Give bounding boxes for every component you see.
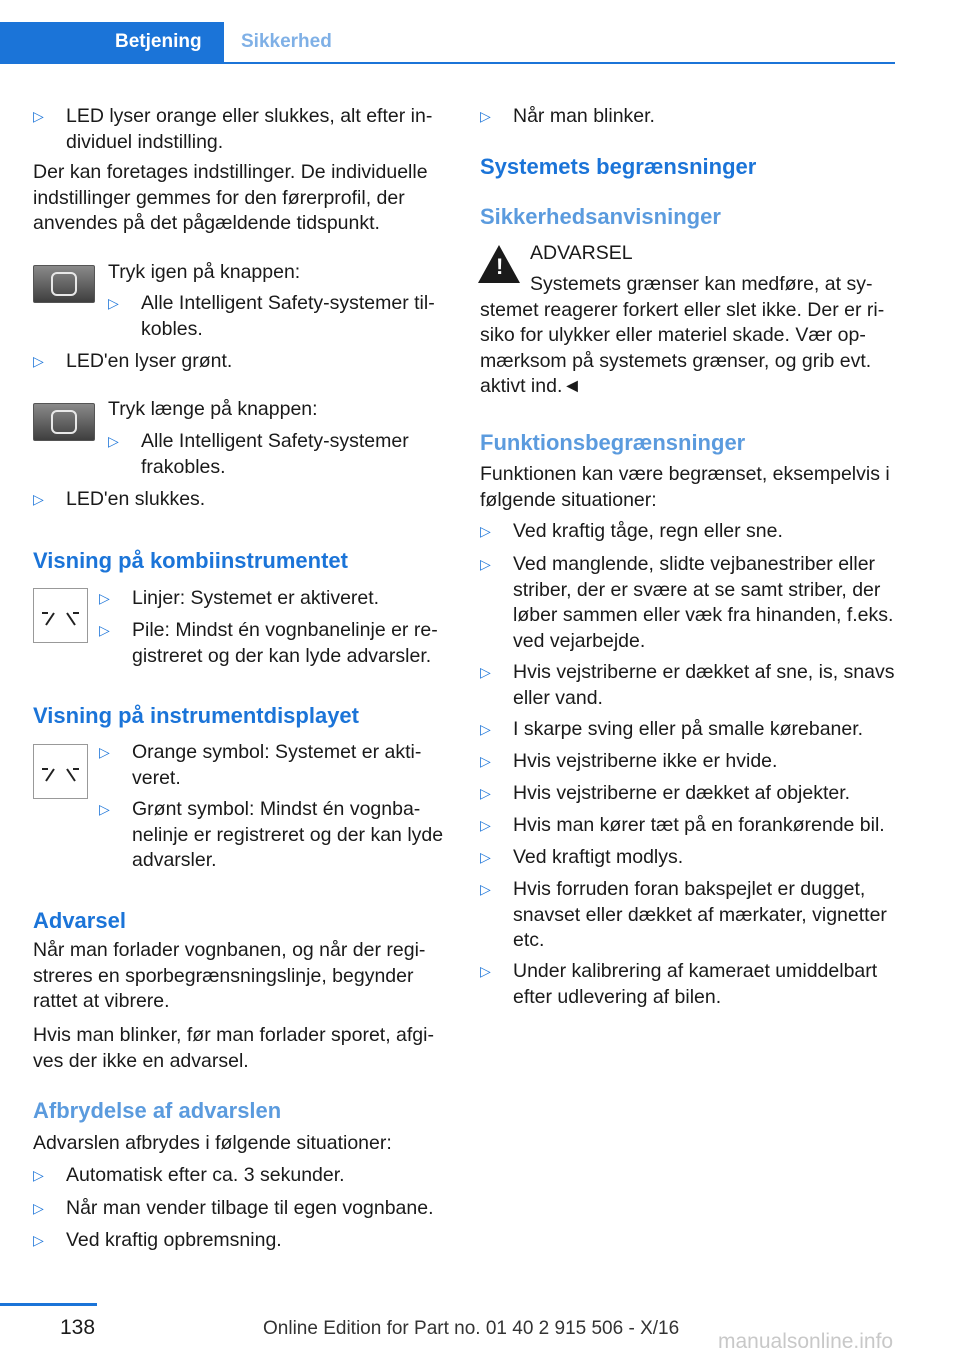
- watermark: manualsonline.info: [718, 1330, 894, 1353]
- lane-assist-button-icon: [33, 265, 95, 303]
- triangle-right-icon: ▷: [480, 963, 491, 979]
- list-item: ▷ Hvis vejstriberne er dækket af sne, is, snavs eller vand.: [480, 661, 895, 709]
- press-instruction: Tryk længe på knappen:: [108, 398, 318, 420]
- page-number: 138: [60, 1316, 96, 1339]
- triangle-right-icon: ▷: [99, 590, 110, 606]
- heading-sikkerhedsanvisninger: Sikkerhedsanvisninger: [480, 204, 721, 229]
- heading-funktionsbegraensninger: Funktionsbegrænsninger: [480, 430, 746, 455]
- list-item: ▷ Hvis vejstriberne ikke er hvide.: [480, 749, 895, 775]
- triangle-right-icon: ▷: [33, 1200, 44, 1216]
- list-item: ▷ Når man blinker.: [480, 104, 895, 130]
- list-item: ▷ Automatisk efter ca. 3 sekunder.: [33, 1163, 448, 1189]
- press-instruction: Tryk igen på knappen:: [108, 261, 301, 283]
- triangle-right-icon: ▷: [33, 491, 44, 507]
- edition-text: Online Edition for Part no. 01 40 2 915 506 - X/16: [263, 1318, 680, 1339]
- paragraph: Funktionen kan være begrænset, eksempelvis i følgende situationer:: [480, 463, 890, 511]
- triangle-right-icon: ▷: [33, 1167, 44, 1183]
- list-item: ▷ Hvis vejstriberne er dækket af objekter.: [480, 781, 895, 807]
- triangle-right-icon: ▷: [480, 721, 491, 737]
- intro-paragraph: Der kan foretages indstillinger. De individuelle indstillinger gemmes for den førerprofil, der anvendes på det pågældende tidspunkt.: [33, 161, 428, 234]
- list-item: ▷ I skarpe sving eller på smalle kørebaner.: [480, 717, 895, 743]
- header-tabbar: [0, 22, 895, 64]
- tab-sikkerhed[interactable]: Sikkerhed: [241, 31, 332, 52]
- list-item: ▷ LED'en lyser grønt.: [33, 349, 443, 375]
- triangle-right-icon: ▷: [108, 295, 119, 311]
- list-item: ▷ Pile: Mindst én vognbanelinje er registreret og der kan lyde advarsler.: [99, 619, 438, 667]
- paragraph: Når man forlader vognbanen, og når der registreres en sporbegrænsningslinje, begynder rattet at vibrere.: [33, 939, 426, 1012]
- triangle-right-icon: ▷: [480, 849, 491, 865]
- list-item: ▷ Hvis man kører tæt på en forankørende bil.: [480, 813, 895, 839]
- paragraph: Advarslen afbrydes i følgende situationer:: [33, 1132, 392, 1154]
- list-item: ▷ Under kalibrering af kameraet umiddelbart efter udlevering af bilen.: [480, 960, 878, 1008]
- heading-afbrydelse: Afbrydelse af advarslen: [33, 1098, 282, 1123]
- lane-lines-icon: [33, 588, 88, 643]
- list-item: ▷ Alle Intelligent Safety-systemer frakobles.: [108, 430, 409, 478]
- list-item: [33, 104, 443, 156]
- footer-rule: [0, 1303, 97, 1306]
- heading-instrumentdisplay: Visning på instrumentdisplayet: [33, 703, 359, 728]
- lane-lines-icon: [33, 744, 88, 799]
- list-item: ▷ Orange symbol: Systemet er aktiveret.: [99, 741, 422, 789]
- triangle-right-icon: ▷: [480, 753, 491, 769]
- triangle-right-icon: ▷: [480, 785, 491, 801]
- list-item: ▷ LED'en slukkes.: [33, 487, 443, 513]
- heading-advarsel: Advarsel: [33, 908, 126, 933]
- triangle-right-icon: ▷: [33, 1232, 44, 1248]
- list-item: ▷ Ved manglende, slidte vejbanestriber eller striber, der er svære at se samt striber, der løber sammen eller væk fra hinanden, f.eks. ved vejarbejde.: [480, 553, 894, 652]
- list-item: ▷ Ved kraftig tåge, regn eller sne.: [480, 519, 895, 545]
- list-item: ▷ Linjer: Systemet er aktiveret.: [99, 586, 448, 612]
- paragraph: Hvis man blinker, før man forlader sporet, afgives der ikke en advarsel.: [33, 1024, 434, 1072]
- triangle-right-icon: ▷: [108, 433, 119, 449]
- list-item: ▷ Alle Intelligent Safety-systemer tilkobles.: [108, 292, 435, 340]
- list-item: ▷ Ved kraftigt modlys.: [480, 845, 895, 871]
- list-item: ▷ Når man vender tilbage til egen vognbane.: [33, 1196, 448, 1222]
- triangle-right-icon: ▷: [480, 881, 491, 897]
- triangle-right-icon: ▷: [99, 744, 110, 760]
- triangle-right-icon: ▷: [99, 801, 110, 817]
- triangle-right-icon: ▷: [480, 664, 491, 680]
- warning-text: Systemets grænser kan medføre, at systemet reagerer forkert eller slet ikke. Der er risiko for ulykker eller materiel skade. Vær opmærksom på systemets grænser, og grib evt. aktivt ind.◄: [480, 273, 885, 397]
- triangle-right-icon: ▷: [480, 556, 491, 572]
- tab-betjening[interactable]: Betjening: [0, 22, 224, 62]
- heading-systemets-begraensninger: Systemets begrænsninger: [480, 154, 757, 179]
- triangle-right-icon: ▷: [480, 523, 491, 539]
- list-item: ▷ Hvis forruden foran bakspejlet er dugget, snavset eller dækket af mærkater, vignetter etc.: [480, 878, 887, 951]
- list-item: ▷ Ved kraftig opbremsning.: [33, 1228, 448, 1254]
- triangle-right-icon: ▷: [33, 108, 44, 124]
- triangle-right-icon: ▷: [33, 353, 44, 369]
- triangle-right-icon: ▷: [480, 817, 491, 833]
- heading-kombiinstrument: Visning på kombiinstrumentet: [33, 548, 348, 573]
- lane-assist-button-icon: [33, 403, 95, 441]
- warning-title: ADVARSEL: [530, 242, 633, 264]
- triangle-right-icon: ▷: [99, 622, 110, 638]
- triangle-right-icon: ▷: [480, 108, 491, 124]
- list-item: ▷ Grønt symbol: Mindst én vognbanelinje er registreret og der kan lyde advarsler.: [99, 798, 444, 871]
- bullet-text: LED lyser orange eller slukkes, alt efter individuel indstilling.: [66, 105, 433, 153]
